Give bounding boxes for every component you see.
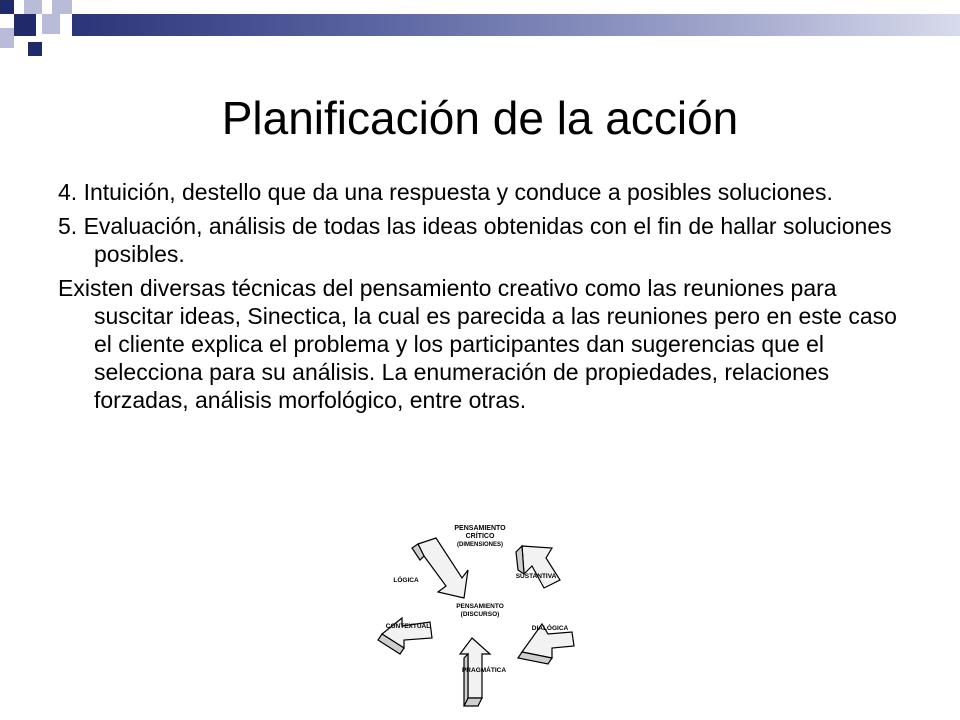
critical-thinking-diagram <box>372 522 588 712</box>
slide-title: Planificación de la acción <box>221 92 739 144</box>
decor-square <box>28 42 42 56</box>
decor-square <box>0 0 14 14</box>
diagram-top-label: PENSAMIENTO <box>454 525 506 532</box>
paragraph-evaluacion: 5. Evaluación, análisis de todas las ideas obtenidas con el fin de hallar soluciones posibles. <box>58 213 892 267</box>
decor-square <box>42 14 60 34</box>
diagram-label-pragmatica: PRAGMÁTICA <box>461 667 507 674</box>
paragraph-tecnicas: Existen diversas técnicas del pensamiento creativo como las reuniones para suscitar ideas, Sinectica, la cual es parecida a las reuniones pero en este caso el cliente explica el problema y los participantes dan sugerencias que el selecciona para su análisis. La enumeración de propiedades, relaciones forzadas, análisis morfológico, entre otras. <box>58 275 897 413</box>
diagram-label-contextual: CONTEXTUAL <box>385 623 431 630</box>
diagram-center-label: (DISCURSO) <box>460 611 500 618</box>
decor-square <box>52 0 72 14</box>
decor-square <box>14 14 36 36</box>
diagram-top-label: CRÍTICO <box>465 533 495 540</box>
diagram-center-label: PENSAMIENTO <box>456 603 504 610</box>
arrow-sustantiva <box>516 546 560 588</box>
paragraph-intuicion: 4. Intuición, destello que da una respuesta y conduce a posibles soluciones. <box>58 179 833 205</box>
diagram-top-label: (DIMENSIONES) <box>456 542 504 548</box>
decor-square <box>24 0 42 14</box>
diagram-label-logica: LÓGICA <box>393 577 419 584</box>
header-bar <box>72 14 960 36</box>
decor-square <box>0 28 14 48</box>
slide-body <box>58 178 898 420</box>
diagram-label-dialogica: DIALÓGICA <box>531 625 569 632</box>
diagram-label-sustantiva: SUSTANTIVA <box>515 573 557 580</box>
